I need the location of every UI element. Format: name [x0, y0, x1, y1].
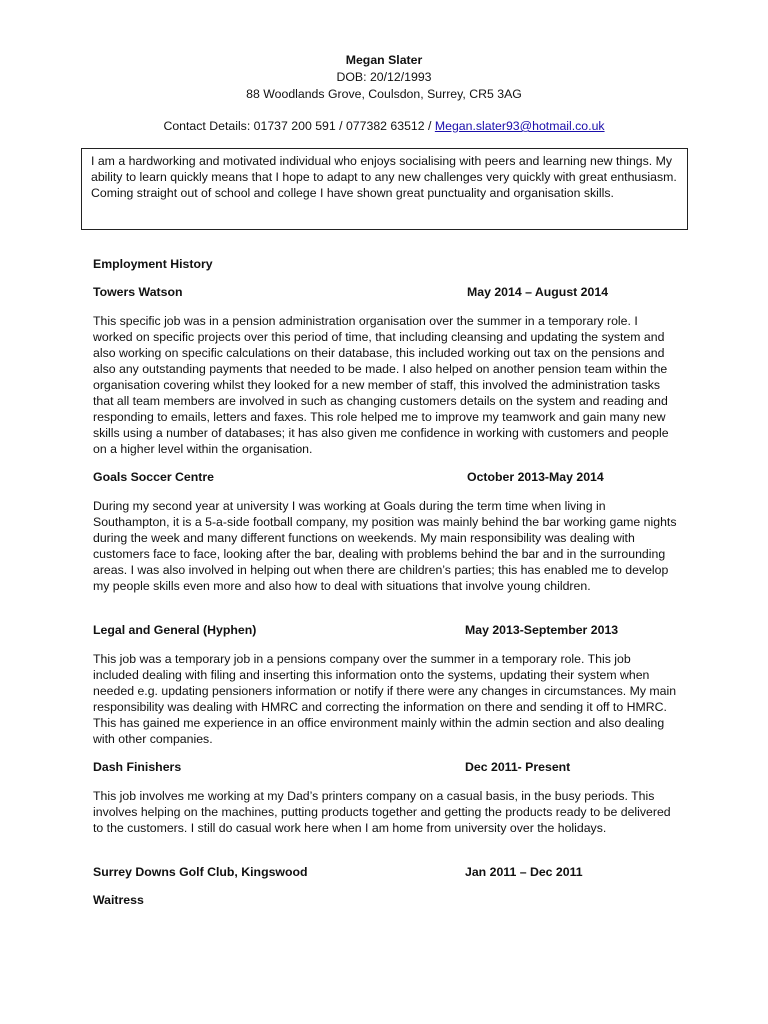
job-header-towers-watson [93, 285, 677, 302]
job-header-goals-soccer-centre [93, 470, 677, 487]
job-title: Dash Finishers [93, 760, 182, 774]
applicant-name: Megan Slater [345, 53, 423, 67]
job-title: Surrey Downs Golf Club, Kingswood [93, 865, 308, 879]
job-dates: Jan 2011 – Dec 2011 [465, 865, 583, 879]
job-dates: May 2013-September 2013 [465, 623, 619, 637]
personal-profile-box [81, 148, 688, 230]
job-header-legal-and-general [93, 623, 677, 640]
email-link[interactable]: Megan.slater93@hotmail.co.uk [434, 119, 605, 133]
job-description-legal-and-general: This job was a temporary job in a pensions company over the summer in a temporary role. This job included dealing with filing and inserting this information onto the systems, updating their system when needed e.g. updating pensioners information or notify if there were any changes in circumstances. My main responsibility was dealing with HMRC and correcting the information on there and sending it off to HMRC. This has gained me experience in an office environment mainly within the admin section and also dealing with other companies. [93, 652, 677, 746]
job-header-dash-finishers [93, 760, 677, 777]
job-dates: Dec 2011- Present [465, 760, 571, 774]
job-description-dash-finishers: This job involves me working at my Dad’s printers company on a casual basis, in the busy periods. This involves helping on the machines, putting products together and getting the products ready to be delivered to the customers. I still do casual work here when I am home from university over the holidays. [93, 789, 671, 835]
job-role-waitress: Waitress [93, 893, 144, 907]
contact-phones: Contact Details: 01737 200 591 / 077382 63512 / [163, 119, 435, 133]
employment-history-heading: Employment History [93, 257, 213, 271]
job-description-towers-watson: This specific job was in a pension administration organisation over the summer in a temporary role. I worked on specific projects over this period of time, that including cleansing and updating the system and also working on specific calculations on their database, this included working out tax on the pensions and also any outstanding payments that needed to be made. I also helped on another pension team within the organisation covering whilst they looked for a new member of staff, this involved the administration tasks that all team members are involved in such as changing customers details on the system and reading and responding to emails, letters and faxes. This role helped me to improve my teamwork and gain many new skills using a number of databases; it has also given me confidence in working with customers and people on a higher level within the organisation. [93, 314, 669, 456]
job-dates: May 2014 – August 2014 [467, 285, 609, 299]
job-dates: October 2013-May 2014 [467, 470, 604, 484]
cv-header [0, 52, 768, 135]
job-title: Towers Watson [93, 285, 183, 299]
personal-profile-text: I am a hardworking and motivated individual who enjoys socialising with peers and learning new things. My ability to learn quickly means that I hope to adapt to any new challenges very quickly with great enthusiasm. Coming straight out of school and college I have shown great punctuality and organisation skills. [91, 154, 677, 201]
job-title: Legal and General (Hyphen) [93, 623, 257, 637]
contact-details [0, 118, 768, 135]
job-description-goals-soccer-centre: During my second year at university I was working at Goals during the term time when living in Southampton, it is a 5-a-side football company, my position was mainly behind the bar working game nights during the week and many different functions on weekends. My main responsibility was dealing with customers face to face, looking after the bar, dealing with problems behind the bar and in the surrounding areas. I was also involved in helping out when there are children’s parties; this has enabled me to develop my people skills even more and also how to deal with situations that involve young children. [93, 499, 677, 593]
date-of-birth: DOB: 20/12/1993 [336, 70, 432, 84]
home-address: 88 Woodlands Grove, Coulsdon, Surrey, CR5 3AG [246, 87, 522, 101]
job-header-surrey-downs [93, 865, 677, 882]
job-title: Goals Soccer Centre [93, 470, 214, 484]
